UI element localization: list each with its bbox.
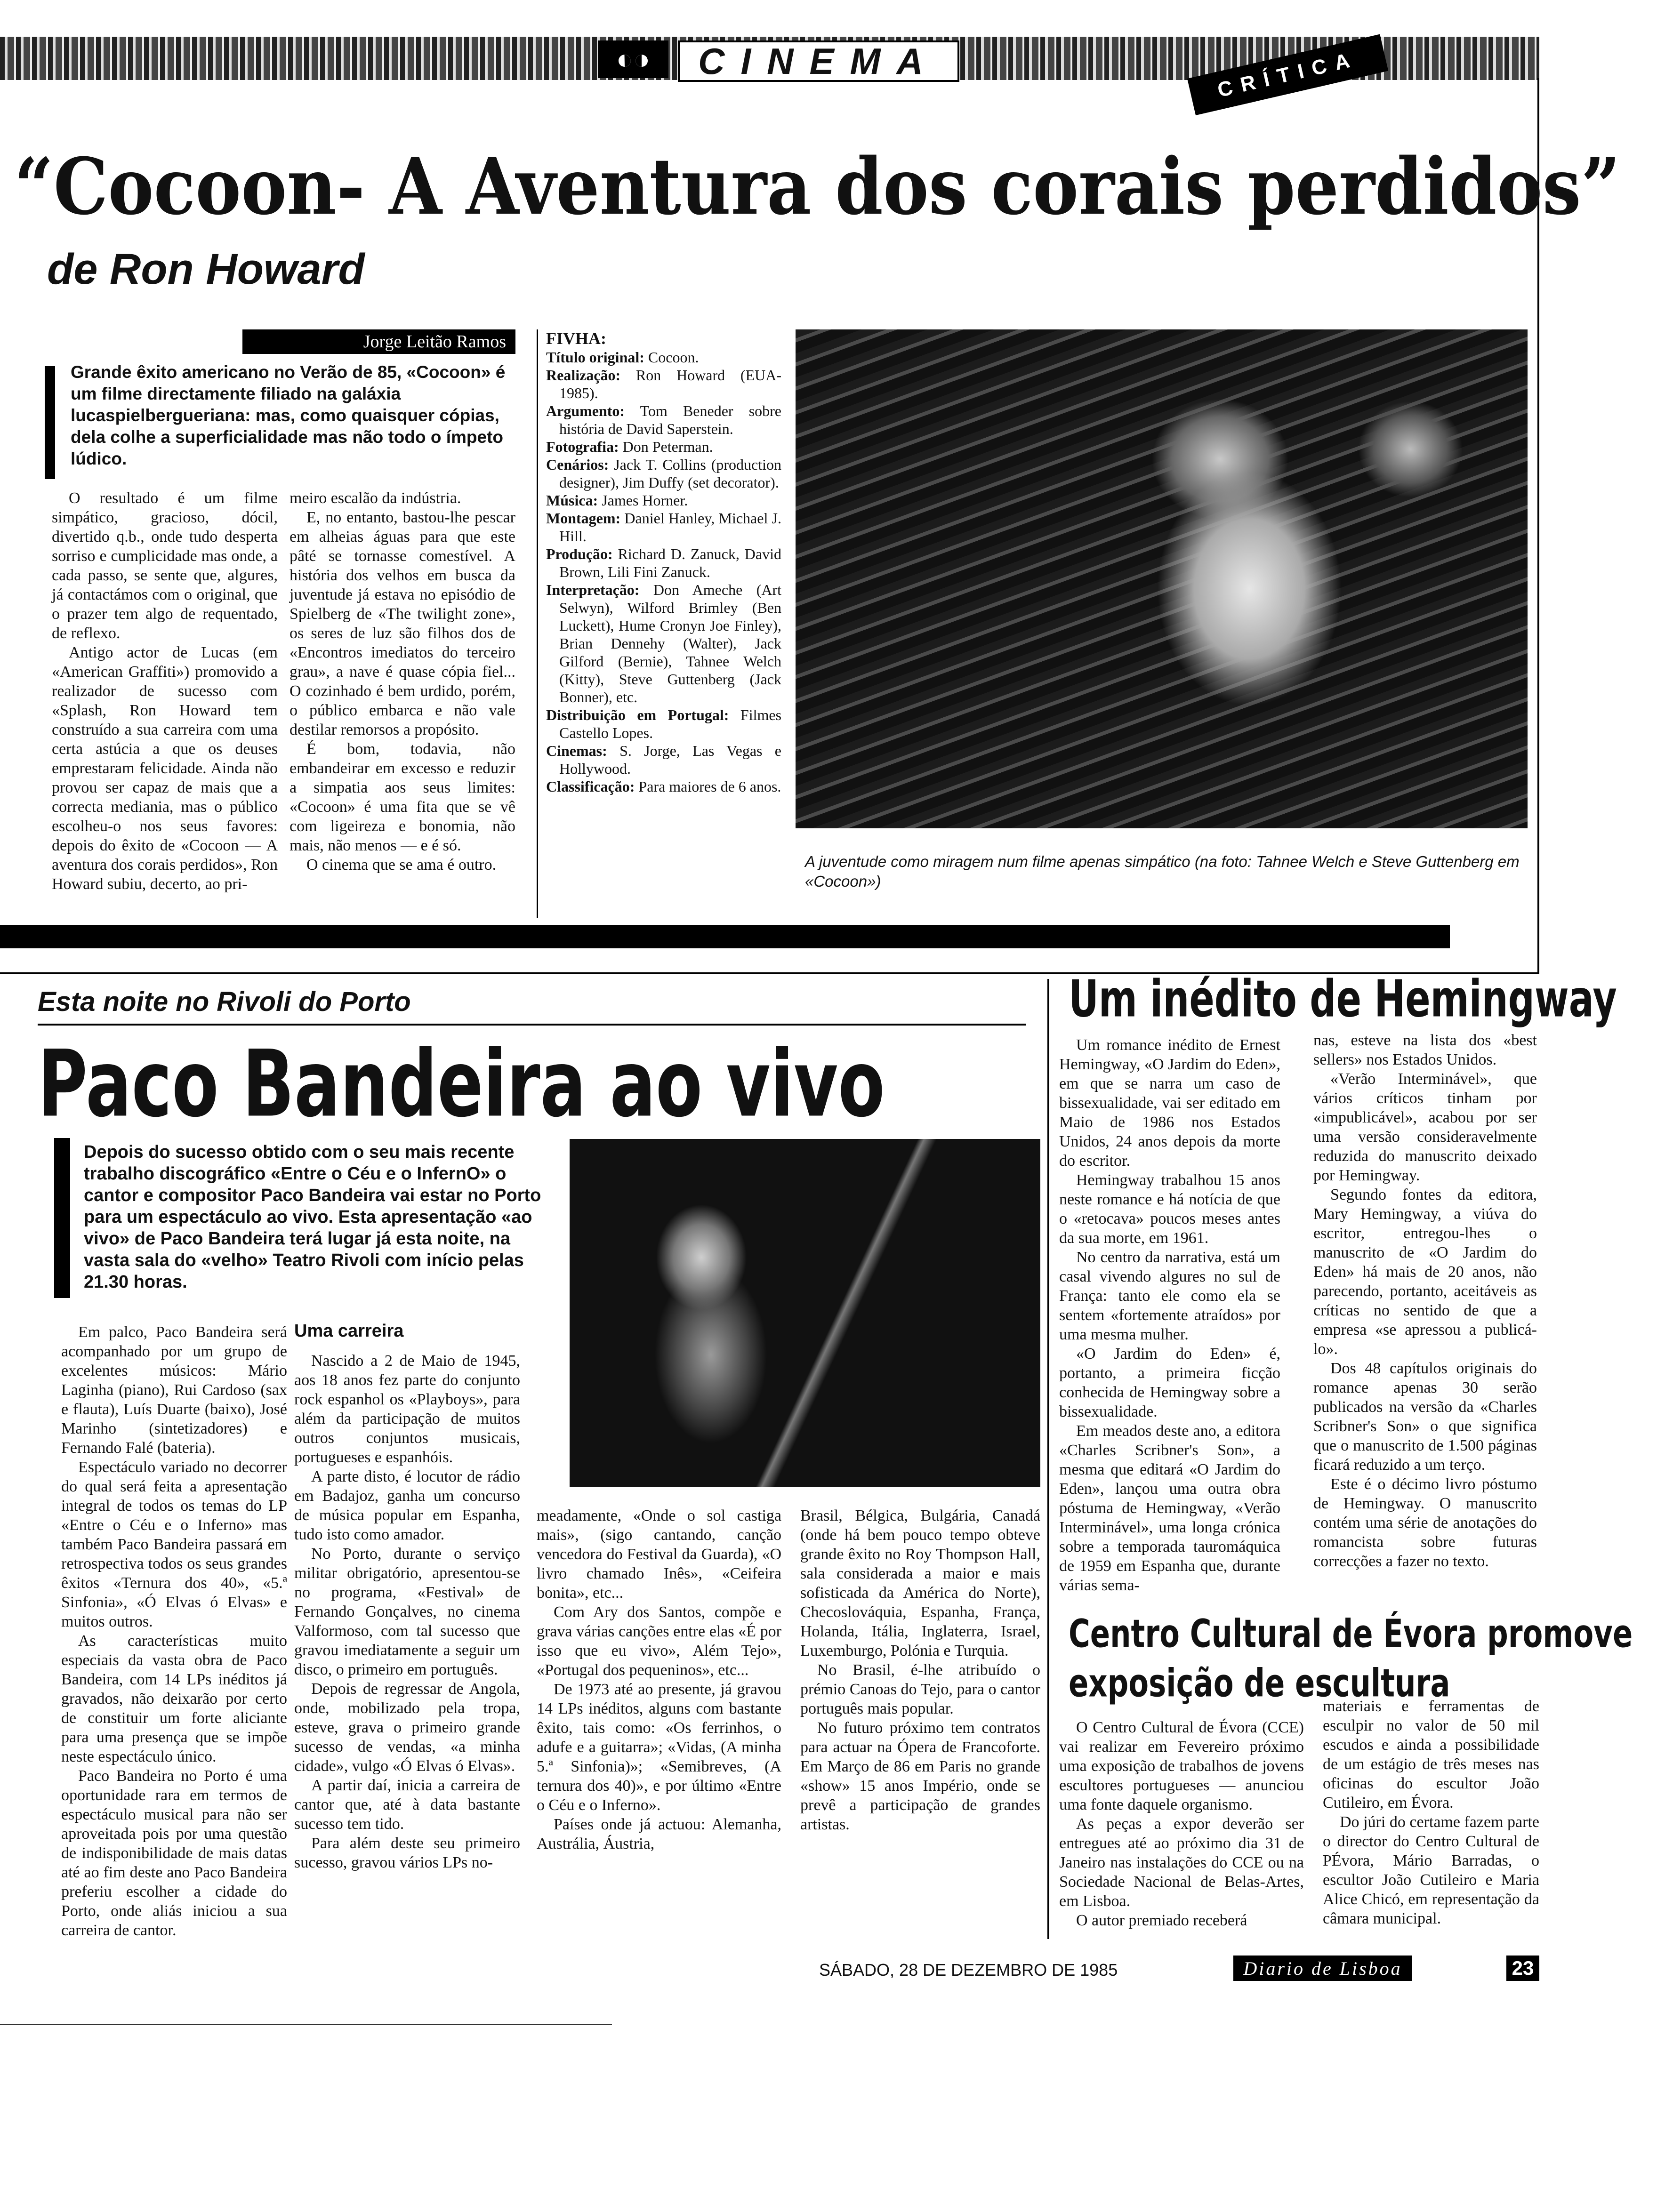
fiche-value: James Horner.	[602, 492, 688, 509]
cocoon-photo	[796, 329, 1528, 828]
fiche-label: Argumento:	[546, 402, 625, 419]
paragraph: Com Ary dos Santos, compõe e grava várias canções entre elas «É por isso que eu vivo», Além Tejo», «Portugal dos pequeninos», etc...	[537, 1603, 781, 1679]
paco-column-1	[61, 1322, 287, 1940]
hemingway-column-1	[1059, 1035, 1280, 1595]
fiche-value: Cocoon.	[648, 349, 699, 366]
paragraph: No futuro próximo tem contratos para actuar na Ópera de Francoforte. Em Março de 86 em Paris no grande «show» 15 anos Império, onde se prevê a participação de grandes artistas.	[800, 1719, 1040, 1833]
paragraph: O autor premiado receberá	[1076, 1912, 1247, 1929]
cocoon-column-1	[52, 489, 278, 894]
fiche-value: Ron Howard (EUA-1985).	[559, 367, 781, 401]
paragraph: Hemingway trabalhou 15 anos neste romance e há notícia de que o «retocava» poucos meses antes da sua morte, em 1961.	[1059, 1171, 1280, 1247]
paco-column-3	[537, 1506, 781, 1853]
footer-rule	[0, 2024, 612, 2025]
paragraph: Segundo fontes da editora, Mary Hemingway, a viúva do escritor, entregou-lhes o manuscrito de «O Jardim do Eden» há mais de 20 anos, não parecendo, portanto, aceitáveis as críticas no sentido de que a empresa «se apressou a publicá-lo».	[1313, 1186, 1537, 1358]
fiche-title: FIVHA:	[546, 329, 606, 348]
paragraph: Antigo actor de Lucas (em «American Graffiti») promovido a realizador de sucesso com «Splash, Ron Howard tem construído a sua carreira com uma certa astúcia a que os deuses emprestaram felicidade. Ainda não provou ser capaz de mais que a correcta mediania, mas o público escolheu-o nos seus favores: depois do êxito de «Cocoon — A aventura dos corais perdidos», Ron Howard subiu, decerto, ao pri-	[52, 644, 278, 893]
section-title: CINEMA	[678, 40, 959, 82]
paragraph: As características muito especiais da vasta obra de Paco Bandeira, com 14 LPs inéditos já gravados, não deixarão por certo de constituir um forte aliciante para uma presença que se impõe neste espectáculo único.	[61, 1632, 287, 1765]
fiche-entry	[546, 706, 781, 742]
section-logo-icon: ◐◑	[598, 40, 668, 78]
author-bar: Jorge Leitão Ramos	[242, 329, 515, 354]
paragraph: meiro escalão da indústria.	[290, 489, 461, 507]
fiche-entry	[546, 456, 781, 491]
paragraph: A partir daí, inicia a carreira de cantor que, até à data bastante sucesso tem tido.	[294, 1777, 520, 1833]
paragraph: «Verão Interminável», que vários críticos tinham por «impublicável», acabou por ser uma versão consideravelmente reduzida do manuscrito deixado por Hemingway.	[1313, 1070, 1537, 1184]
fiche-value: Filmes Castello Lopes.	[559, 706, 782, 741]
fiche-label: Fotografia:	[546, 438, 619, 455]
paragraph: Dos 48 capítulos originais do romance apenas 30 serão publicados na versão da «Charles Scribner's Son» o que significa que o manuscrito de 1.500 páginas ficará reduzido a um terço.	[1313, 1360, 1537, 1474]
paragraph: No Porto, durante o serviço militar obrigatório, apresentou-se no programa, «Festival» de Fernando Gonçalves, no cinema Valformoso, com tal sucesso que gravou imediatamente a seguir um disco, o primeiro em português.	[294, 1545, 520, 1678]
paco-photo	[570, 1139, 1040, 1487]
paragraph: No Brasil, é-lhe atribuído o prémio Canoas do Tejo, para o cantor português mais popular.	[800, 1661, 1040, 1717]
paragraph: É bom, todavia, não embandeirar em excesso e reduzir a simpatia aos seus limites: «Cocoon» é uma fita que se vê com ligeireza e bonomia, não mais, não menos — e é só.	[290, 740, 515, 854]
paragraph: A parte disto, é locutor de rádio em Badajoz, ganha um concurso de música popular em Espanha, tudo isto como amador.	[294, 1468, 520, 1543]
paragraph: meadamente, «Onde o sol castiga mais», (sigo cantando, canção vencedora do Festival da Guarda), «O livro chamado Inês», «Ceifeira bonita», etc...	[537, 1507, 781, 1602]
paragraph: Para além deste seu primeiro sucesso, gravou vários LPs no-	[294, 1835, 520, 1871]
fiche-entry	[546, 509, 781, 545]
fiche-entry	[546, 777, 781, 795]
fiche-label: Realização:	[546, 367, 621, 384]
footer-masthead: Diario de Lisboa	[1233, 1956, 1412, 1981]
paragraph: Brasil, Bélgica, Bulgária, Canadá (onde há bem pouco tempo obteve grande êxito no Roy Thompson Hall, sala considerada a maior e mais sofisticada da América do Norte), Checoslováquia, Espanha, França, Holanda, Itália, Inglaterra, Israel, Luxemburgo, Polónia e Turquia.	[800, 1507, 1040, 1659]
paragraph: Um romance inédito de Ernest Hemingway, «O Jardim do Eden», em que se narra um caso de bissexualidade, vai ser editado em Maio de 1986 nos Estados Unidos, 24 anos depois da morte do escritor.	[1059, 1036, 1280, 1170]
hemingway-column-2	[1313, 1031, 1537, 1571]
cocoon-photo-caption: A juventude como miragem num filme apenas simpático (na foto: Tahnee Welch e Steve Guttenberg em «Cocoon»)	[805, 853, 1520, 890]
fiche-entry	[546, 348, 781, 366]
paragraph: Espectáculo variado no decorrer do qual será feita a apresentação integral de todos os temas do LP «Entre o Céu e o Inferno» mas também Paco Bandeira passará em retrospectiva todos os seus grandes êxitos «Ternura dos 40», «5.ª Sinfonia», «Ó Elvas ó Elvas» e muitos outros.	[61, 1459, 287, 1630]
kicker-underline	[38, 1024, 1026, 1026]
paragraph: Nascido a 2 de Maio de 1945, aos 18 anos fez parte do conjunto rock espanhol os «Playboys», para além da participação de muitos outros conjuntos musicais, portugueses e espanhóis.	[294, 1352, 520, 1466]
cocoon-lead-bar	[45, 366, 55, 479]
fiche-entry	[546, 491, 781, 509]
vertical-rule	[1047, 979, 1049, 1939]
paragraph: Este é o décimo livro póstumo de Hemingway. O manuscrito contém uma série de anotações do romancista sobre futuras correcções a fazer no texto.	[1313, 1475, 1537, 1570]
fiche-label: Música:	[546, 492, 598, 509]
paragraph: De 1973 até ao presente, já gravou 14 LPs inéditos, alguns com bastante êxito, tais como: «Os ferrinhos, o adufe e a guitarra»; «Vidas, (A minha 5.ª Sinfonia)»; «Semibreves, (A ternura dos 40)», e por último «Entre o Céu e o Inferno».	[537, 1681, 781, 1814]
paragraph: O resultado é um filme simpático, gracioso, dócil, divertido q.b., onde tudo desperta sorriso e cumplicidade mas onde, a cada passo, se sente que, algures, já contactámos com o original, que o prazer tem algo de requentado, de reflexo.	[52, 489, 278, 642]
fiche-entry	[546, 581, 781, 706]
technical-sheet	[546, 348, 781, 795]
paco-column-4	[800, 1506, 1040, 1834]
fiche-label: Cinemas:	[546, 742, 607, 759]
paco-lead: Depois do sucesso obtido com o seu mais recente trabalho discográfico «Entre o Céu e o InfernO» o cantor e compositor Paco Bandeira vai estar no Porto para um espectáculo ao vivo. Esta apresentação «ao vivo» de Paco Bandeira terá lugar já esta noite, na vasta sala do «velho» Teatro Rivoli com início pelas 21.30 horas.	[84, 1142, 541, 1292]
paragraph: Em meados deste ano, a editora «Charles Scribner's Son», a mesma que editará «O Jardim do Eden», lançou uma outra obra póstuma de Hemingway, «Verão Interminável», uma longa crónica sobre a temporada tauromáquica de 1959 em Espanha que, durante várias sema-	[1059, 1422, 1280, 1594]
fiche-label: Interpretação:	[546, 581, 640, 598]
hemingway-headline: Um inédito de Hemingway	[1069, 970, 1617, 1029]
paragraph: O Centro Cultural de Évora (CCE) vai realizar em Fevereiro próximo uma exposição de trabalhos de jovens escultores portugueses — anunciou uma fonte daquele organismo.	[1059, 1719, 1304, 1813]
evora-column-1	[1059, 1718, 1304, 1930]
fiche-entry	[546, 545, 781, 581]
subheading: Uma carreira	[294, 1321, 404, 1341]
paragraph: No centro da narrativa, está um casal vivendo algures no sul de França: tanto ele como ela se sentem «fortemente atraídos» por uma mesma mulher.	[1059, 1249, 1280, 1343]
evora-column-2	[1323, 1697, 1539, 1928]
fiche-value: S. Jorge, Las Vegas e Hollywood.	[559, 742, 782, 777]
paragraph: As peças a expor deverão ser entregues até ao próximo dia 31 de Janeiro nas instalações do CCE ou na Sociedade Nacional de Belas-Artes, em Lisboa.	[1059, 1815, 1304, 1910]
column-rule	[537, 329, 538, 918]
footer-page-number: 23	[1506, 1956, 1539, 1981]
cocoon-headline: “Cocoon- A Aventura dos corais perdidos”	[14, 141, 1621, 232]
critica-tag: CRÍTICA	[1187, 34, 1388, 115]
fiche-entry	[546, 438, 781, 456]
cocoon-byline: de Ron Howard	[47, 245, 365, 293]
fiche-value: Don Peterman.	[622, 438, 713, 455]
fiche-label: Classificação:	[546, 778, 635, 795]
fiche-value: Richard D. Zanuck, David Brown, Lili Fini Zanuck.	[559, 545, 781, 580]
fiche-label: Produção:	[546, 545, 613, 562]
fiche-value: Para maiores de 6 anos.	[638, 778, 781, 795]
fiche-entry	[546, 366, 781, 402]
paragraph: Paco Bandeira no Porto é uma oportunidade rara em termos de espectáculo musical para não ser aproveitada pois por uma questão de indisponibilidade de mais datas até ao fim deste ano Paco Bandeira preferiu escolher a cidade do Porto, onde aliás iniciou a sua carreira de cantor.	[61, 1767, 287, 1939]
fiche-value: Tom Beneder sobre história de David Saperstein.	[559, 402, 781, 437]
paragraph: E, no entanto, bastou-lhe pescar em alheias águas para que este pâté se tornasse comestível. A história dos velhos em busca da juventude já estava no episódio de Spielberg de «The twilight zone», os seres de luz são filhos dos de «Encontros imediatos do terceiro grau», a nave é quase cópia fiel... O cozinhado é bem urdido, porém, o público embarca e não vale destilar remorsos a propósito.	[290, 509, 515, 738]
paco-headline: Paco Bandeira ao vivo	[38, 1031, 885, 1138]
fiche-label: Distribuição em Portugal:	[546, 706, 729, 723]
cocoon-column-2	[290, 489, 515, 874]
evora-headline-line-2: exposição de escultura	[1069, 1661, 1450, 1706]
section-divider-bar	[0, 925, 1450, 948]
fiche-label: Cenários:	[546, 456, 609, 473]
fiche-label: Título original:	[546, 349, 644, 366]
paragraph: Do júri do certame fazem parte o director do Centro Cultural de PÉvora, Mário Barradas, o escultor João Cutileiro e Maria Alice Chicó, em representação da câmara municipal.	[1323, 1813, 1539, 1927]
footer-date: SÁBADO, 28 DE DEZEMBRO DE 1985	[819, 1960, 1118, 1980]
paragraph: O cinema que se ama é outro.	[306, 856, 497, 874]
paragraph: «O Jardim do Eden» é, portanto, a primeira ficção conhecida de Hemingway sobre a bissexualidade.	[1059, 1345, 1280, 1420]
paco-kicker: Esta noite no Rivoli do Porto	[38, 986, 411, 1017]
fiche-entry	[546, 402, 781, 438]
cocoon-lead: Grande êxito americano no Verão de 85, «Cocoon» é um filme directamente filiado na galáxia lucaspielbergueriana: mas, como quaisquer cópias, dela colhe a superficialidade mas não todo o ímpeto lúdico.	[71, 362, 506, 468]
fiche-value: Daniel Hanley, Michael J. Hill.	[559, 510, 782, 545]
paragraph: materiais e ferramentas de esculpir no valor de 50 mil escudos e ainda a possibilidade de um estágio de três meses nas oficinas do escultor João Cutileiro, em Évora.	[1323, 1698, 1539, 1811]
paragraph: Em palco, Paco Bandeira será acompanhado por um grupo de excelentes músicos: Mário Laginha (piano), Rui Cardoso (sax e flauta), Luís Duarte (baixo), José Marinho (sintetizadores) e Fernando Falé (bateria).	[61, 1323, 287, 1457]
fiche-value: Don Ameche (Art Selwyn), Wilford Brimley (Ben Luckett), Hume Cronyn Joe Finley), Brian Dennehy (Walter), Jack Gilford (Bernie), Tahnee Welch (Kitty), Steve Guttenberg (Jack Bonner), etc.	[559, 581, 782, 705]
paragraph: Depois de regressar de Angola, onde, mobilizado pela tropa, esteve, grava o primeiro grande sucesso de vendas, «a minha cidade», vulgo «Ó Elvas ó Elvas».	[294, 1680, 520, 1775]
fiche-entry	[546, 742, 781, 777]
fiche-label: Montagem:	[546, 510, 621, 527]
paco-column-2	[294, 1322, 520, 1872]
fiche-value: Jack T. Collins (production designer), Jim Duffy (set decorator).	[559, 456, 782, 491]
evora-headline-line-1: Centro Cultural de Évora promove	[1069, 1612, 1633, 1657]
paco-lead-bar	[54, 1138, 70, 1298]
paragraph: nas, esteve na lista dos «best sellers» nos Estados Unidos.	[1313, 1032, 1537, 1068]
paragraph: Países onde já actuou: Alemanha, Austrália, Áustria,	[537, 1816, 781, 1852]
